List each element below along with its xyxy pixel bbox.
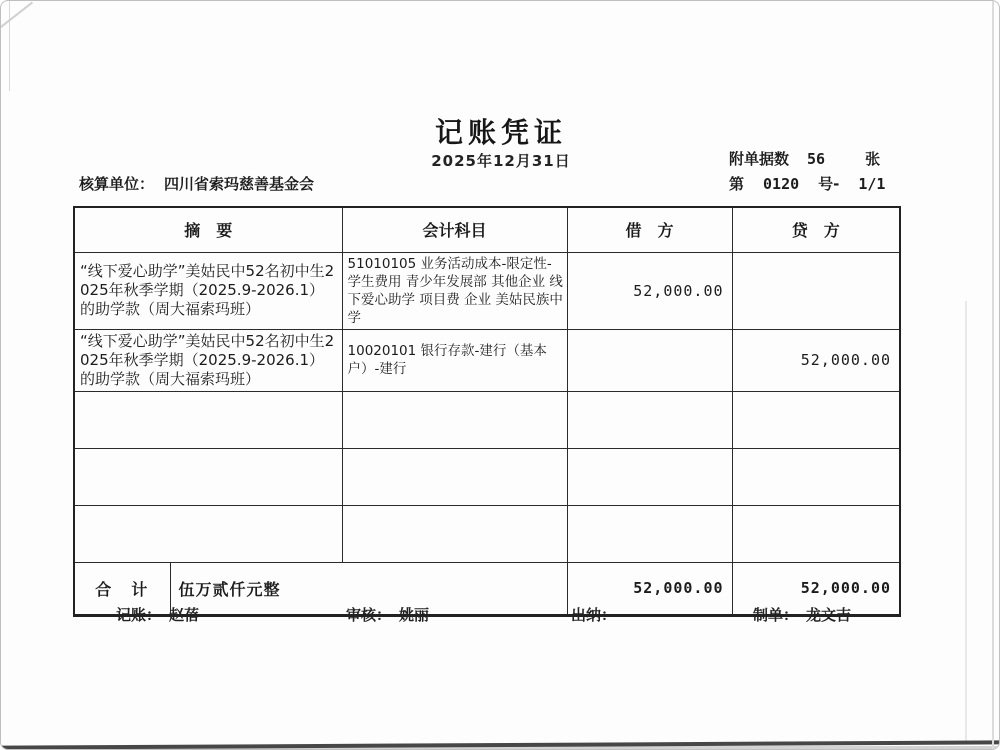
voucher-date: 2025年12月31日 bbox=[431, 152, 571, 170]
cell-summary bbox=[74, 505, 342, 562]
voucher-no-prefix: 第 bbox=[729, 175, 745, 193]
cell-account bbox=[342, 448, 567, 505]
total-debit: 52,000.00 bbox=[567, 562, 732, 615]
attachment-count: 56 bbox=[807, 150, 826, 168]
header-credit: 贷 方 bbox=[732, 207, 900, 252]
reviewer-name: 姚丽 bbox=[399, 606, 430, 624]
cell-debit bbox=[567, 329, 732, 391]
table-row-empty bbox=[74, 448, 900, 505]
header-debit: 借 方 bbox=[567, 207, 732, 252]
voucher-table bbox=[73, 206, 901, 617]
accounting-unit-row bbox=[79, 173, 314, 194]
accounting-unit-value: 四川省索玛慈善基金会 bbox=[164, 175, 315, 193]
bookkeeper-label: 记账： bbox=[116, 606, 162, 624]
cell-credit bbox=[732, 505, 900, 562]
paper-edge-left bbox=[9, 1, 10, 91]
paper-edge-right bbox=[965, 301, 967, 741]
bookkeeper-signature bbox=[116, 604, 199, 625]
table-row bbox=[74, 329, 900, 391]
cell-debit: 52,000.00 bbox=[567, 252, 732, 329]
cell-account: 10020101 银行存款-建行（基本户）-建行 bbox=[342, 329, 567, 391]
cell-credit: 52,000.00 bbox=[732, 329, 900, 391]
total-amount-in-words: 伍万贰仟元整 bbox=[170, 562, 567, 615]
cell-summary: “线下爱心助学”美姑民中52名初中生2025年秋季学期（2025.9-2026.1）的助学款（周大福索玛班） bbox=[74, 329, 342, 391]
cell-debit bbox=[567, 448, 732, 505]
total-label: 合 计 bbox=[74, 562, 170, 615]
signature-row bbox=[1, 604, 1000, 626]
cell-summary: “线下爱心助学”美姑民中52名初中生2025年秋季学期（2025.9-2026.1）的助学款（周大福索玛班） bbox=[74, 252, 342, 329]
header-summary: 摘 要 bbox=[74, 207, 342, 252]
header-account: 会计科目 bbox=[342, 207, 567, 252]
cell-account bbox=[342, 391, 567, 448]
table-row bbox=[74, 252, 900, 329]
accounting-unit-label: 核算单位： bbox=[79, 175, 155, 193]
cell-account bbox=[342, 505, 567, 562]
cashier-signature bbox=[571, 604, 624, 625]
bookkeeper-name: 赵蓓 bbox=[169, 606, 200, 624]
scan-edge-right bbox=[992, 1, 994, 750]
attachment-label: 附单据数 bbox=[729, 150, 790, 168]
table-row-empty bbox=[74, 505, 900, 562]
cell-account: 51010105 业务活动成本-限定性-学生费用 青少年发展部 其他企业 线下爱心助学 项目费 企业 美姑民族中学 bbox=[342, 252, 567, 329]
cell-credit bbox=[732, 448, 900, 505]
cell-summary bbox=[74, 391, 342, 448]
total-credit: 52,000.00 bbox=[732, 562, 900, 615]
preparer-label: 制单： bbox=[753, 606, 799, 624]
voucher-number-row bbox=[729, 173, 885, 194]
reviewer-label: 审核： bbox=[346, 606, 392, 624]
voucher-no-number: 0120 bbox=[763, 175, 800, 193]
cashier-label: 出纳： bbox=[571, 606, 617, 624]
voucher-no-suffix: 号- bbox=[818, 175, 840, 193]
cell-credit bbox=[732, 391, 900, 448]
attachment-count-row bbox=[729, 148, 880, 169]
paper-edge-corner bbox=[0, 2, 33, 31]
reviewer-signature bbox=[346, 604, 429, 625]
table-row-empty bbox=[74, 391, 900, 448]
preparer-name: 龙文吉 bbox=[806, 606, 852, 624]
attachment-unit: 张 bbox=[865, 150, 881, 168]
voucher-no-page: 1/1 bbox=[858, 175, 886, 193]
cell-debit bbox=[567, 391, 732, 448]
cell-debit bbox=[567, 505, 732, 562]
cell-summary bbox=[74, 448, 342, 505]
cell-credit bbox=[732, 252, 900, 329]
preparer-signature bbox=[753, 604, 851, 625]
page-title: 记账凭证 bbox=[434, 116, 567, 149]
table-header-row bbox=[74, 207, 900, 252]
